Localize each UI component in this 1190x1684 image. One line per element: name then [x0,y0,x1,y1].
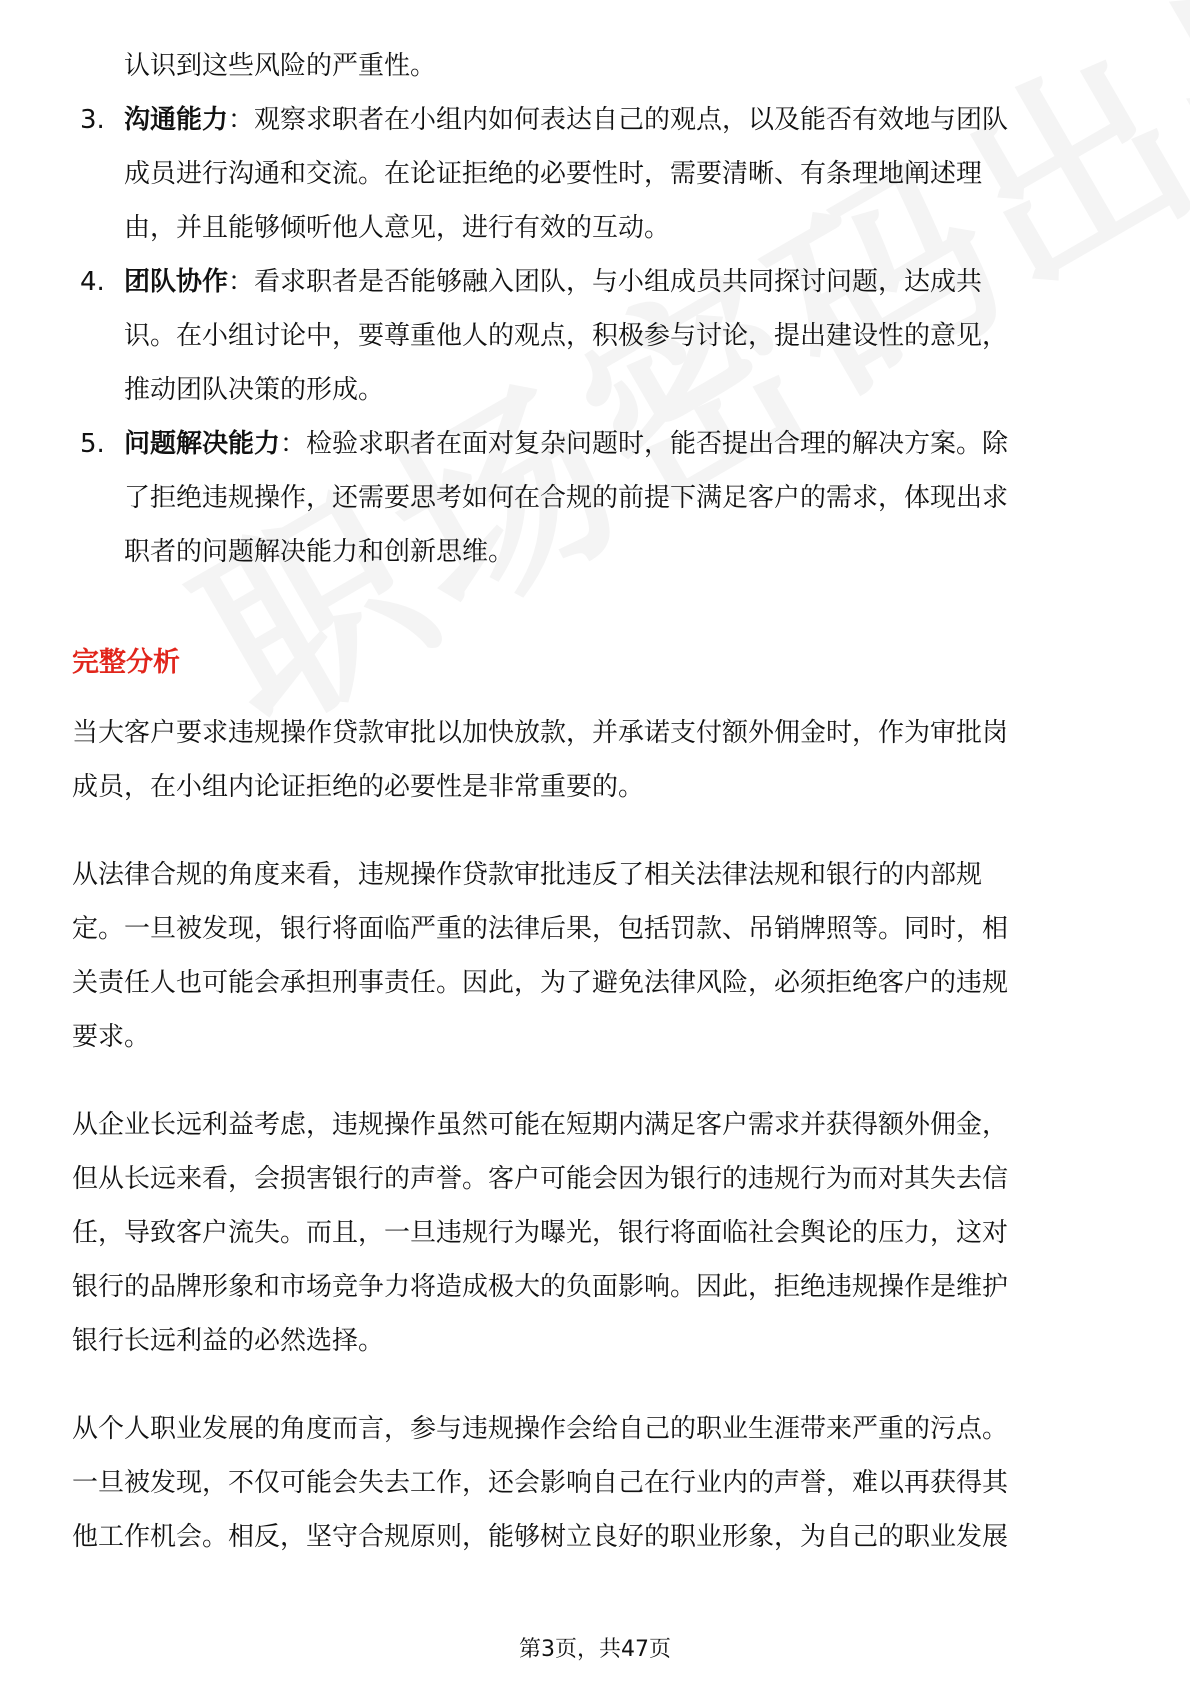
paragraph-line: 成员，在小组内论证拒绝的必要性是非常重要的。 [72,772,645,802]
paragraph-line: 他工作机会。相反，坚守合规原则，能够树立良好的职业形象，为自己的职业发展 [72,1522,1009,1552]
list-item-title: 问题解决能力 [124,429,281,459]
paragraph-line: 定。一旦被发现，银行将面临严重的法律后果，包括罚款、吊销牌照等。同时，相 [72,914,1009,944]
list-item-line: 了拒绝违规操作，还需要思考如何在合规的前提下满足客户的需求，体现出求 [124,483,1009,513]
list-item-text: 看求职者是否能够融入团队，与小组成员共同探讨问题，达成共 [254,267,983,297]
list-item-line: 推动团队决策的形成。 [124,375,385,405]
list-item-line [124,427,1008,461]
list-item-line: 职者的问题解决能力和创新思维。 [124,537,515,567]
list-item-title: 团队协作 [124,267,229,297]
paragraph-line: 从个人职业发展的角度而言，参与违规操作会给自己的职业生涯带来严重的污点。 [72,1414,1009,1444]
list-item-line [124,103,1008,137]
list-item-title: 沟通能力 [124,105,229,135]
paragraph-line: 从法律合规的角度来看，违规操作贷款审批违反了相关法律法规和银行的内部规 [72,860,983,890]
list-item-line: 由，并且能够倾听他人意见，进行有效的互动。 [124,213,671,243]
list-item-separator: ： [228,105,255,135]
paragraph-line: 但从长远来看，会损害银行的声誉。客户可能会因为银行的违规行为而对其失去信 [72,1164,1009,1194]
paragraph-line: 从企业长远利益考虑，违规操作虽然可能在短期内满足客户需求并获得额外佣金， [72,1110,1009,1140]
paragraph-line: 当大客户要求违规操作贷款审批以加快放款，并承诺支付额外佣金时，作为审批岗 [72,718,1009,748]
paragraph-line: 银行长远利益的必然选择。 [72,1326,385,1356]
list-number: 4. [80,267,105,297]
paragraph-line: 银行的品牌形象和市场竞争力将造成极大的负面影响。因此，拒绝违规操作是维护 [72,1272,1009,1302]
list-number: 5. [80,429,105,459]
paragraph-line: 一旦被发现，不仅可能会失去工作，还会影响自己在行业内的声誉，难以再获得其 [72,1468,1009,1498]
list-item-separator: ： [280,429,307,459]
list-item-text: 观察求职者在小组内如何表达自己的观点，以及能否有效地与团队 [254,105,1009,135]
list-item-line [124,265,982,299]
section-heading: 完整分析 [72,647,180,678]
list-item-line: 识。在小组讨论中，要尊重他人的观点，积极参与讨论，提出建设性的意见， [124,321,1009,351]
page-footer: 第3页，共47页 [519,1637,671,1662]
paragraph-line: 要求。 [72,1022,151,1052]
paragraph-line: 关责任人也可能会承担刑事责任。因此，为了避免法律风险，必须拒绝客户的违规 [72,968,1009,998]
list-item-line: 成员进行沟通和交流。在论证拒绝的必要性时，需要清晰、有条理地阐述理 [124,159,983,189]
list-item-text: 检验求职者在面对复杂问题时，能否提出合理的解决方案。除 [306,429,1009,459]
list-item-separator: ： [228,267,255,297]
intro-tail-line: 认识到这些风险的严重性。 [124,51,437,81]
paragraph-line: 任，导致客户流失。而且，一旦违规行为曝光，银行将面临社会舆论的压力，这对 [72,1218,1009,1248]
list-number: 3. [80,105,105,135]
